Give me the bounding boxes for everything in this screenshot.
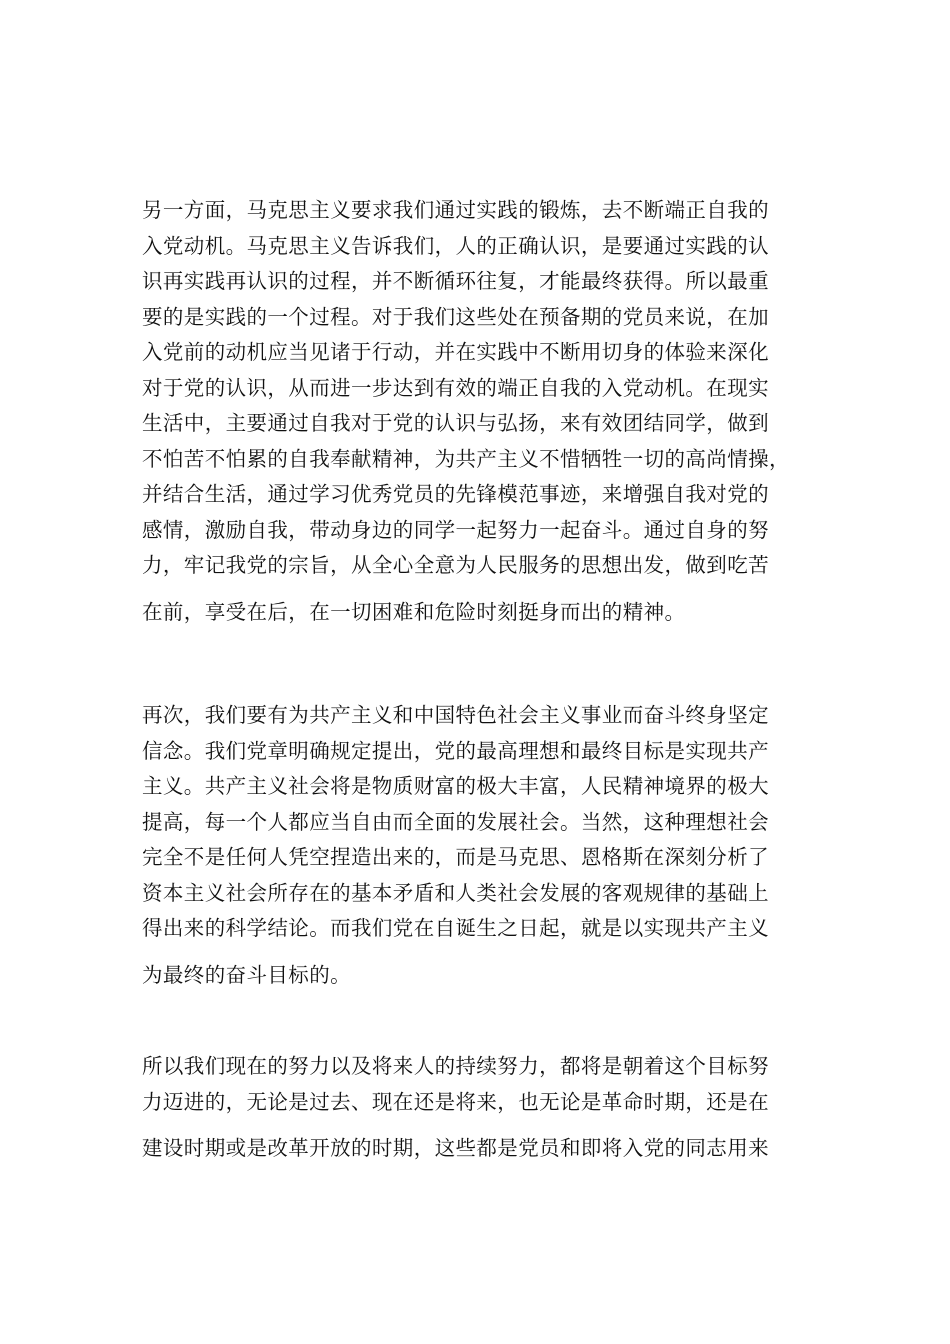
- text-line: 所以我们现在的努力以及将来人的持续努力，都将是朝着这个目标努: [142, 1054, 769, 1078]
- text-line: 建设时期或是改革开放的时期，这些都是党员和即将入党的同志用来: [142, 1136, 769, 1160]
- text-line: 另一方面，马克思主义要求我们通过实践的锻炼，去不断端正自我的: [142, 198, 769, 222]
- text-line: 要的是实践的一个过程。对于我们这些处在预备期的党员来说，在加: [142, 304, 769, 329]
- text-line: 识再实践再认识的过程，并不断循环往复，才能最终获得。所以最重: [142, 269, 769, 293]
- text-line: 为最终的奋斗目标的。: [142, 962, 351, 987]
- text-line: 不怕苦不怕累的自我奉献精神，为共产主义不惜牺牲一切的高尚情操，: [142, 446, 790, 471]
- text-line: 在前，享受在后，在一切困难和危险时刻挺身而出的精神。: [142, 599, 686, 624]
- text-line: 入党动机。马克思主义告诉我们，人的正确认识，是要通过实践的认: [142, 233, 769, 258]
- text-line: 感情，激励自我，带动身边的同学一起努力一起奋斗。通过自身的努: [142, 517, 769, 542]
- text-line: 再次，我们要有为共产主义和中国特色社会主义事业而奋斗终身坚定: [142, 703, 769, 727]
- text-line: 入党前的动机应当见诸于行动，并在实践中不断用切身的体验来深化: [142, 340, 769, 364]
- text-line: 信念。我们党章明确规定提出，党的最高理想和最终目标是实现共产: [142, 738, 769, 763]
- text-line: 主义。共产主义社会将是物质财富的极大丰富，人民精神境界的极大: [142, 774, 769, 798]
- text-line: 生活中，主要通过自我对于党的认识与弘扬，来有效团结同学，做到: [142, 411, 769, 435]
- text-line: 并结合生活，通过学习优秀党员的先锋模范事迹，来增强自我对党的: [142, 482, 769, 506]
- text-line: 完全不是任何人凭空捏造出来的，而是马克思、恩格斯在深刻分析了: [142, 845, 769, 869]
- paragraph-continuous-effort: [142, 1049, 832, 1167]
- text-line: 资本主义社会所存在的基本矛盾和人类社会发展的客观规律的基础上: [142, 880, 769, 905]
- text-line: 提高，每一个人都应当自由而全面的发展社会。当然，这种理想社会: [142, 809, 769, 834]
- text-line: 对于党的认识，从而进一步达到有效的端正自我的入党动机。在现实: [142, 375, 769, 400]
- text-line: 力，牢记我党的宗旨，从全心全意为人民服务的思想出发，做到吃苦: [142, 553, 769, 577]
- paragraph-firm-belief: [142, 698, 832, 993]
- paragraph-entry-motivation: [142, 193, 832, 630]
- text-line: 得出来的科学结论。而我们党在自诞生之日起，就是以实现共产主义: [142, 916, 769, 940]
- text-line: 力迈进的，无论是过去、现在还是将来，也无论是革命时期，还是在: [142, 1089, 769, 1114]
